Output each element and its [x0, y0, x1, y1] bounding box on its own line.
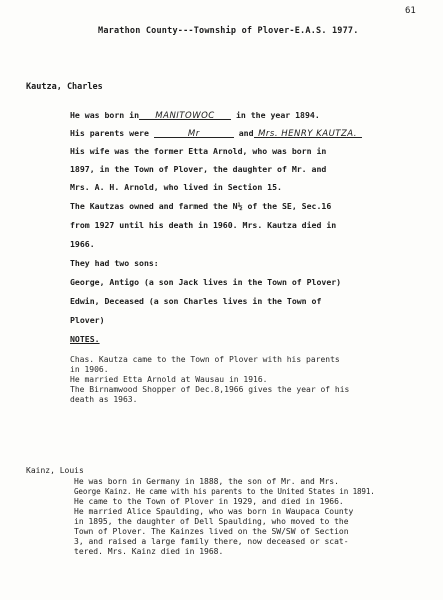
- entry1-line: 1897, in the Town of Plover, the daughter of Mr. and: [70, 164, 327, 174]
- entry-name-kainz: Kainz, Louis: [26, 466, 84, 475]
- born-prefix: He was born in: [70, 110, 140, 120]
- entry2-line: He married Alice Spaulding, who was born in Waupaca County: [74, 507, 354, 516]
- entry1-line: 1966.: [70, 239, 95, 249]
- entry-name-kautza: Kautza, Charles: [26, 82, 103, 92]
- notes-line: death as 1963.: [70, 395, 138, 404]
- entry1-line: The Kautzas owned and farmed the N½ of the SE, Sec.16: [70, 201, 332, 211]
- parents-prefix: His parents were: [70, 128, 149, 138]
- entry1-line: They had two sons:: [70, 258, 159, 268]
- notes-label: NOTES.: [70, 334, 100, 344]
- parents-fill-2: Mrs. HENRY KAUTZA.: [258, 129, 357, 139]
- parents-line: [70, 128, 362, 138]
- entry2-line: in 1895, the daughter of Dell Spaulding, who moved to the: [74, 517, 349, 526]
- parents-fill-1: Mr: [187, 129, 200, 139]
- entry2-line: He came to the Town of Plover in 1929, and died in 1966.: [74, 497, 344, 506]
- notes-line: Chas. Kautza came to the Town of Plover with his parents: [70, 355, 340, 364]
- born-place-handwritten: MANITOWOC: [155, 111, 215, 121]
- entry1-line: from 1927 until his death in 1960. Mrs. Kautza died in: [70, 220, 337, 230]
- entry2-line: He was born in Germany in 1888, the son of Mr. and Mrs.: [74, 477, 339, 486]
- notes-line: in 1906.: [70, 365, 109, 374]
- entry2-line: tered. Mrs. Kainz died in 1968.: [74, 547, 224, 556]
- entry2-line: George Kainz. He came with his parents to the United States in 1891.: [74, 487, 375, 496]
- notes-line: He married Etta Arnold at Wausau in 1916.: [70, 375, 268, 384]
- entry2-line: 3, and raised a large family there, now deceased or scat-: [74, 537, 349, 546]
- parents-and: and: [238, 128, 254, 138]
- entry2-line: Town of Plover. The Kainzes lived on the SW/SW of Section: [74, 527, 349, 536]
- entry1-line: George, Antigo (a son Jack lives in the Town of Plover): [70, 277, 342, 287]
- notes-line: The Birnamwood Shopper of Dec.8,1966 gives the year of his: [70, 385, 350, 394]
- page-title: Marathon County---Township of Plover-E.A.S. 1977.: [98, 26, 359, 36]
- entry1-line: Mrs. A. H. Arnold, who lived in Section 15.: [70, 182, 282, 192]
- entry1-line: His wife was the former Etta Arnold, who was born in: [70, 146, 327, 156]
- page-number: 61: [405, 6, 416, 16]
- born-suffix: in the year 1894.: [235, 110, 320, 120]
- entry1-line: Edwin, Deceased (a son Charles lives in the Town of: [70, 296, 322, 306]
- born-line: [70, 110, 320, 120]
- entry1-line: Plover): [70, 315, 105, 325]
